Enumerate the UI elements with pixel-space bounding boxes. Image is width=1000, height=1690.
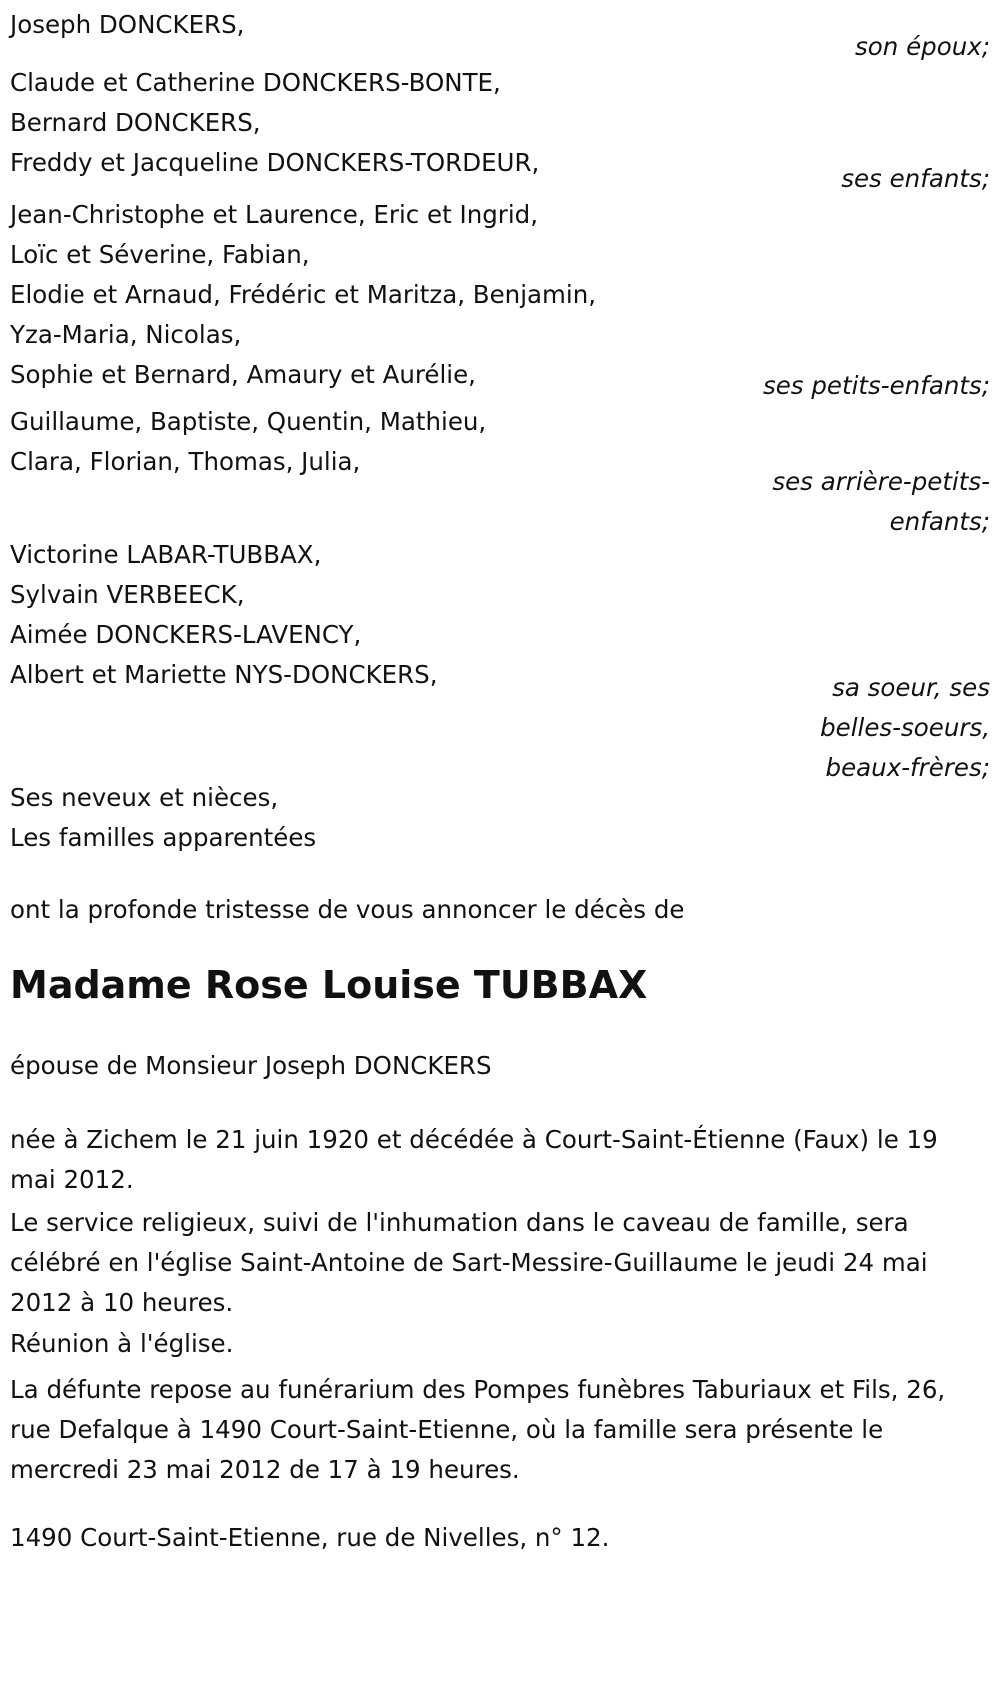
family-name-line: Jean-Christophe et Laurence, Eric et Ingrid, [10,200,539,229]
great-grandchildren-relation: ses arrière-petits-enfants; [772,467,990,536]
family-name-line: Loïc et Séverine, Fabian, [10,240,310,269]
deceased-name: Madame Rose Louise TUBBAX [10,963,648,1007]
family-name-line: Yza-Maria, Nicolas, [10,320,242,349]
family-name-line: Guillaume, Baptiste, Quentin, Mathieu, [10,407,487,436]
family-name-line: Victorine LABAR-TUBBAX, [10,540,322,569]
family-name-line: Elodie et Arnaud, Frédéric et Maritza, Benjamin, [10,280,597,309]
birth-death-paragraph: née à Zichem le 21 juin 1920 et décédée à Court-Saint-Étienne (Faux) le 19 mai 2012. [10,1125,938,1194]
family-name-line: Claude et Catherine DONCKERS-BONTE, [10,68,501,97]
children-relation: ses enfants; [841,164,990,193]
funeral-service-paragraph: Le service religieux, suivi de l'inhumation dans le caveau de famille, sera célébré en l'église Saint-Antoine de Sart-Messire-Guillaume le jeudi 24 mai 2012 à 10 heures. [10,1208,928,1317]
funeral-home-paragraph: La défunte repose au funérarium des Pompes funèbres Taburiaux et Fils, 26, rue Defalque à 1490 Court-Saint-Etienne, où la famille sera présente le mercredi 23 mai 2012 de 17 à 19 heures. [10,1375,946,1484]
announcement-text: ont la profonde tristesse de vous annoncer le décès de [10,895,685,924]
family-name-line: Aimée DONCKERS-LAVENCY, [10,620,362,649]
gathering-paragraph: Réunion à l'église. [10,1329,234,1358]
family-name-line: Joseph DONCKERS, [10,10,245,39]
family-name-line: Les familles apparentées [10,823,317,852]
family-address: 1490 Court-Saint-Etienne, rue de Nivelles, n° 12. [10,1523,610,1552]
family-name-line: Sylvain VERBEECK, [10,580,245,609]
family-name-line: Albert et Mariette NYS-DONCKERS, [10,660,438,689]
family-name-line: Bernard DONCKERS, [10,108,261,137]
family-name-line: Sophie et Bernard, Amaury et Aurélie, [10,360,476,389]
family-name-line: Clara, Florian, Thomas, Julia, [10,447,361,476]
grandchildren-relation: ses petits-enfants; [762,371,990,400]
spouse-relation: son époux; [855,32,990,61]
other-relatives [10,778,990,858]
spouse-line: épouse de Monsieur Joseph DONCKERS [10,1051,492,1080]
family-name-line: Freddy et Jacqueline DONCKERS-TORDEUR, [10,148,540,177]
siblings-relation: sa soeur, ses belles-soeurs, beaux-frères; [820,673,990,782]
family-name-line: Ses neveux et nièces, [10,783,279,812]
grandchildren-names [10,195,990,395]
